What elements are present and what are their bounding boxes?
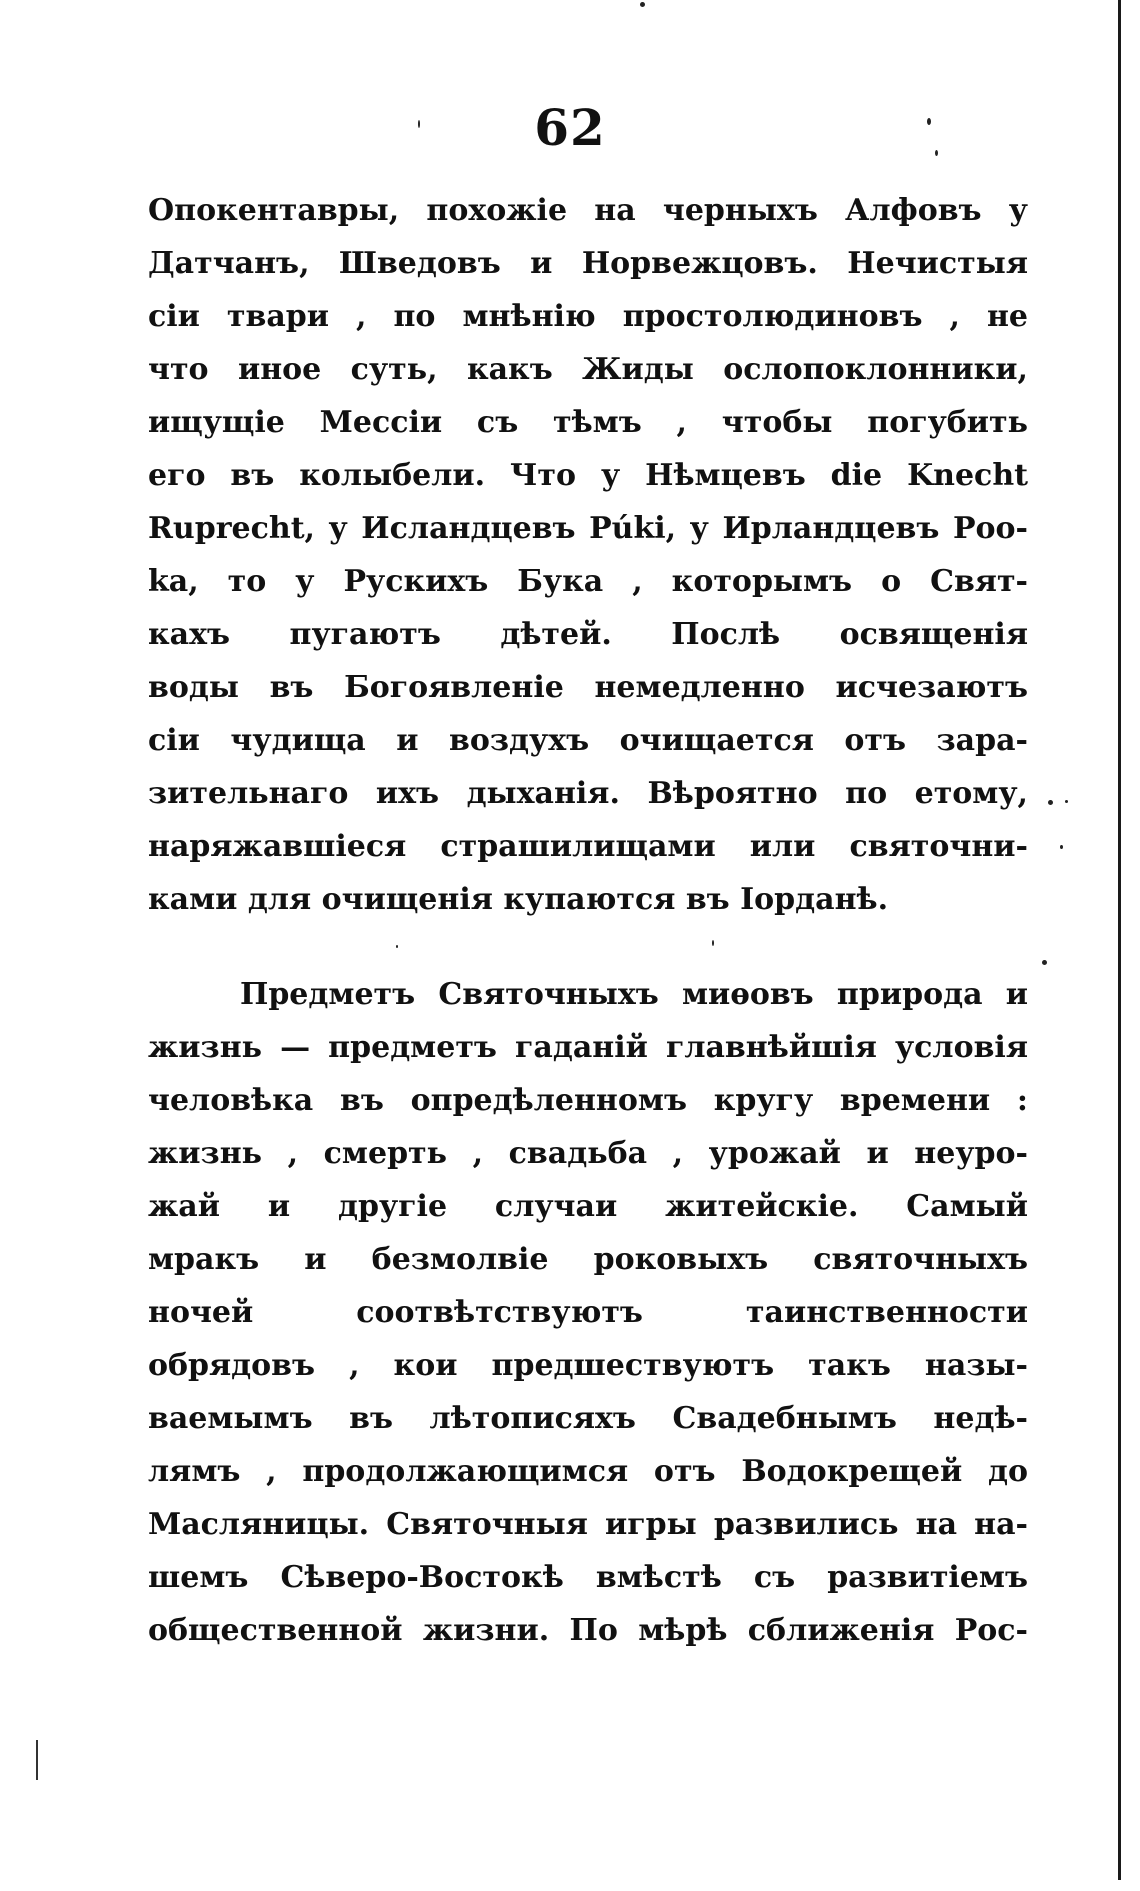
scan-speck: [1060, 845, 1063, 849]
text-line: Предметъ Святочныхъ миѳовъ природа и: [240, 977, 1028, 1012]
scan-speck: [396, 945, 398, 948]
text-line: кахъ пугаютъ дѣтей. Послѣ освященія: [148, 617, 1028, 652]
text-line: человѣка въ опредѣленномъ кругу времени :: [148, 1083, 1028, 1118]
text-line: его въ колыбели. Что у Нѣмцевъ die Knecht: [148, 458, 1028, 493]
text-line: ваемымъ въ лѣтописяхъ Свадебнымъ недѣ-: [148, 1401, 1028, 1436]
scan-mark: [36, 1740, 38, 1780]
text-line: мракъ и безмолвіе роковыхъ святочныхъ: [148, 1242, 1028, 1277]
scan-speck: [1048, 800, 1053, 805]
paragraph-2: [148, 968, 1028, 1657]
text-line: Ruprecht, у Исландцевъ Púki, у Ирландцевъ Роо-: [148, 511, 1028, 546]
scan-speck: [712, 940, 714, 946]
text-line: ищущіе Мессіи съ тѣмъ , чтобы погубить: [148, 405, 1028, 440]
text-line: ночей соотвѣтствуютъ таинственности: [148, 1295, 1028, 1330]
paragraph-1: [148, 184, 1028, 926]
text-line: зительнаго ихъ дыханія. Вѣроятно по етому,: [148, 776, 1028, 811]
page-edge-line: [1118, 0, 1121, 1880]
text-line: жизнь — предметъ гаданій главнѣйшія условія: [148, 1030, 1028, 1065]
text-line: Масляницы. Святочныя игры развились на на-: [148, 1507, 1028, 1542]
scan-speck: [1042, 960, 1047, 965]
text-line: ками для очищенія купаются въ Іорданѣ.: [148, 882, 889, 917]
text-line: общественной жизни. По мѣрѣ сближенія Рос-: [148, 1613, 1028, 1648]
text-line: наряжавшіеся страшилищами или святочни-: [148, 829, 1028, 864]
text-line: Опокентавры, похожіе на черныхъ Алфовъ у: [148, 193, 1028, 228]
text-line: сіи твари , по мнѣнію простолюдиновъ , не: [148, 299, 1028, 334]
text-line: ka, то у Рускихъ Бука , которымъ о Свят-: [148, 564, 1028, 599]
text-line: что иное суть, какъ Жиды ослопоклонники,: [148, 352, 1028, 387]
text-line: обрядовъ , кои предшествуютъ такъ назы-: [148, 1348, 1028, 1383]
text-line: воды въ Богоявленіе немедленно исчезаютъ: [148, 670, 1028, 705]
scan-speck: [640, 2, 645, 7]
scan-speck: [1065, 800, 1068, 803]
text-line: шемъ Сѣверо-Востокѣ вмѣстѣ съ развитіемъ: [148, 1560, 1028, 1595]
text-line: Датчанъ, Шведовъ и Норвежцовъ. Нечистыя: [148, 246, 1028, 281]
text-line: жай и другіе случаи житейскіе. Самый: [148, 1189, 1028, 1224]
text-line: жизнь , смерть , свадьба , урожай и неуро-: [148, 1136, 1028, 1171]
text-line: сіи чудища и воздухъ очищается отъ зара-: [148, 723, 1028, 758]
page-number: 62: [534, 98, 606, 157]
text-line: лямъ , продолжающимся отъ Водокрещей до: [148, 1454, 1028, 1489]
